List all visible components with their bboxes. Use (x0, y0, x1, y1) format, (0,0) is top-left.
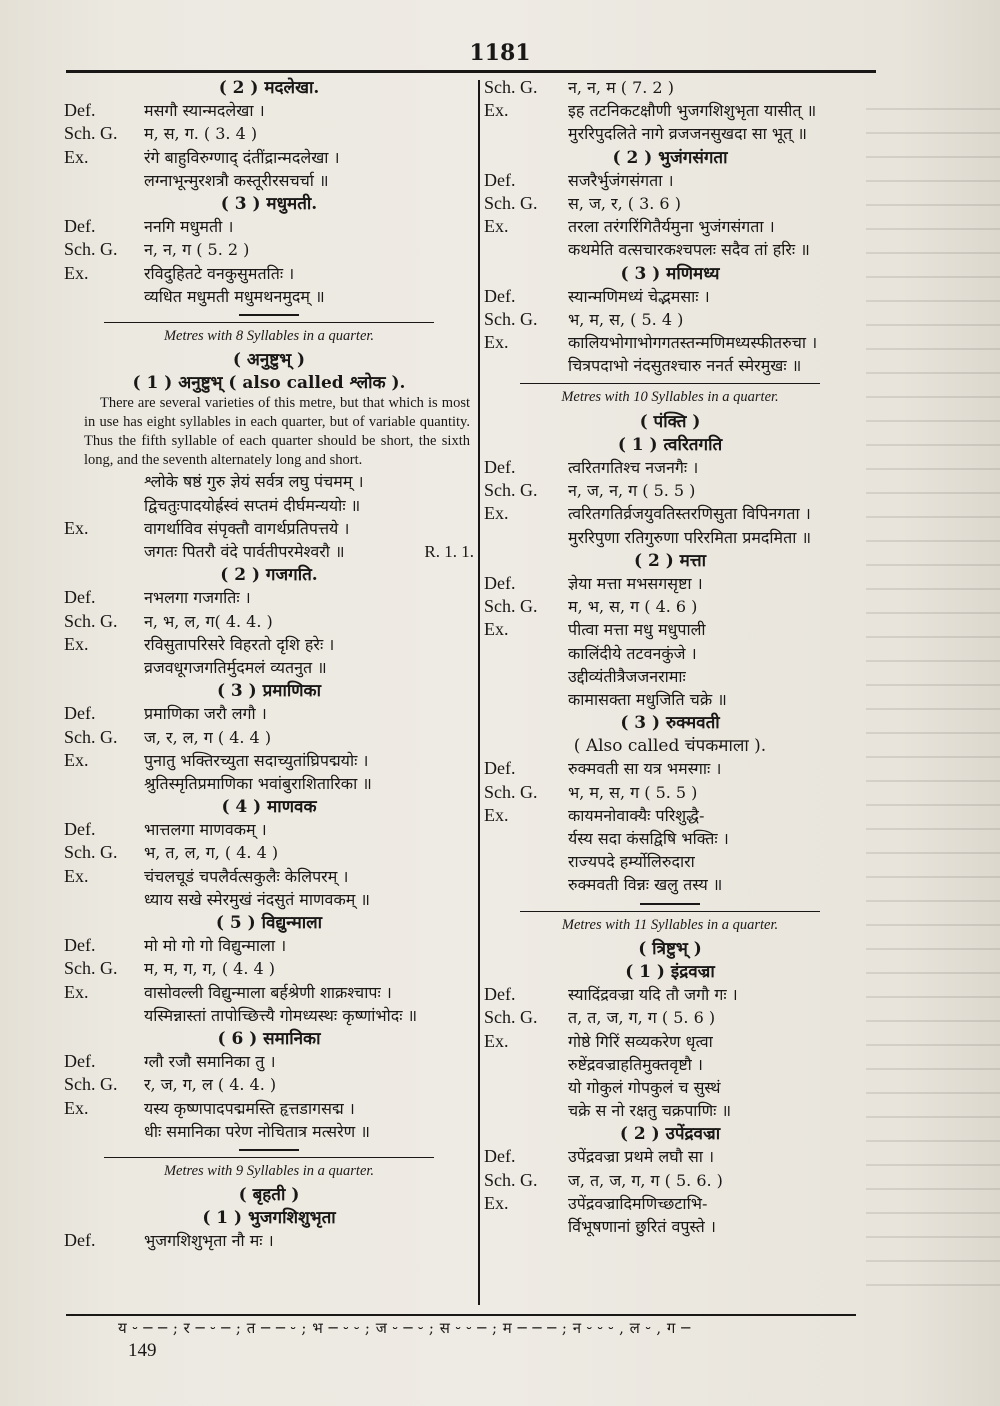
def-row: Def. रुक्मवती सा यत्र भमस्गाः । (484, 758, 722, 779)
metre-heading: ( 3 ) प्रमाणिका (216, 681, 322, 702)
metre-heading: ( 6 ) समानिका (217, 1028, 321, 1049)
example-row: Ex. गोष्ठे गिरिं सव्यकरेण धृत्वा (484, 1030, 713, 1051)
metre-heading: ( 1 ) त्वरितगति (617, 434, 723, 455)
metre-heading: ( 3 ) मणिमध्य (620, 263, 720, 284)
example-row: रुक्मवती विन्नः खलु तस्य ॥ (568, 875, 723, 895)
section-rule (239, 314, 299, 316)
example-row: Ex. रंगे बाहुविरुग्णाद् दंतींद्रान्मदलेखा । (64, 146, 340, 167)
folio-number: 149 (128, 1340, 157, 1361)
example-row: व्रजवधूगजगतिर्मुदमलं व्यतनुत ॥ (144, 657, 327, 677)
def-row: Def. मो मो गो गो विद्युन्माला । (64, 935, 287, 956)
group-heading: ( पंक्ति ) (639, 411, 701, 432)
section-caption: Metres with 10 Syllables in a quarter. (561, 389, 779, 406)
example-row: चित्रपदाभो नंदसुतश्चारु ननर्त स्मेरमुखः ॥ (568, 356, 802, 376)
section-caption: Metres with 8 Syllables in a quarter. (163, 327, 375, 344)
def-row: Def. उपेंद्रवज्रा प्रथमे लघौ सा । (484, 1146, 715, 1167)
example-row: Ex. वागर्थाविव संपृक्तौ वागर्थप्रतिपत्तये । (64, 517, 350, 538)
section-rule (520, 383, 820, 384)
example-row: Ex. वासोवल्ली विद्युन्माला बर्हश्रेणी शाक्रश्चापः । (64, 981, 392, 1002)
bottom-rule (66, 1314, 856, 1316)
metre-heading: ( 2 ) उपेंद्रवज्रा (619, 1124, 721, 1145)
example-row: मुररिपुदलिते नागे व्रजजनसुखदा सा भूत् ॥ (568, 124, 807, 144)
example-row: Ex. तरला तरंगरिंगितैर्यमुना भुजंगसंगता । (484, 216, 775, 237)
example-row: रुष्टेंद्रवज्राहतिमुक्तवृष्टौ । (568, 1054, 703, 1074)
scheme-row: Sch. G. भ, म, स, ग ( 5. 5 ) (484, 781, 698, 802)
def-row: Def. नभलगा गजगतिः । (64, 587, 251, 608)
metre-heading: ( 3 ) मधुमती. (220, 193, 318, 214)
example-row: राज्यपदे हर्म्योलिरुदारा (568, 852, 695, 872)
example-row: Ex. पुनातु भक्तिरच्युता सदाच्युतांघ्रिपद्मयोः । (64, 749, 369, 770)
example-row: यो गोकुलं गोपकुलं च सुस्थं (568, 1077, 721, 1097)
top-rule (66, 70, 876, 73)
section-rule (104, 322, 434, 323)
metre-heading: ( 2 ) मत्ता (634, 550, 706, 571)
scheme-row: Sch. G. भ, त, ल, ग, ( 4. 4 ) (64, 842, 279, 863)
alias-note: ( Also called चंपकमाला ). (573, 736, 767, 757)
scheme-row: Sch. G. त, त, ज, ग, ग ( 5. 6 ) (484, 1007, 716, 1028)
def-row: Def. प्रमाणिका जरौ लगौ । (64, 703, 267, 724)
description-paragraph: There are several varieties of this metre, but that which is most in use has eight syllables in each quarter, but of variable quantity. Thus the fifth syllable of each quarter should be short, the sixth long, and the seventh alternately long and short. (84, 395, 470, 469)
def-row: Def. भुजगशिशुभृता नौ मः । (64, 1230, 274, 1251)
metre-heading: ( 2 ) गजगति. (220, 565, 318, 586)
bleed-through-text (866, 90, 1000, 1290)
section-rule (104, 1157, 434, 1158)
left-column (64, 76, 474, 1253)
scheme-row: Sch. G. र, ज, ग, ल ( 4. 4. ) (64, 1074, 277, 1095)
scheme-row: Sch. G. भ, म, स, ( 5. 4 ) (484, 308, 684, 329)
example-row: चक्रे स नो रक्षतु चक्रपाणिः ॥ (568, 1101, 732, 1121)
citation: R. 1. 1. (424, 542, 474, 561)
example-row: व्यधित मधुमती मधुमथनमुदम् ॥ (144, 286, 325, 306)
metre-heading: ( 2 ) मदलेखा. (218, 78, 320, 98)
scheme-row: Sch. G. न, ज, न, ग ( 5. 5 ) (484, 480, 696, 501)
example-row: जगतः पितरौ वंदे पार्वतीपरमेश्वरौ ॥ R. 1. 1. (64, 540, 474, 563)
example-row: र्यस्य सदा कंसद्विषि भक्तिः । (568, 829, 729, 848)
example-row: कालिंदीये तटवनकुंजे । (568, 643, 697, 663)
def-row: Def. स्यान्मणिमध्यं चेद्भमसाः । (484, 285, 710, 306)
def-row: Def. मसगौ स्यान्मदलेखा । (64, 100, 265, 121)
example-row: Ex. इह तटनिकटक्षौणी भुजगशिशुभृता यासीत् ॥ (484, 100, 817, 121)
section-rule (520, 911, 820, 912)
section-caption: Metres with 11 Syllables in a quarter. (561, 916, 779, 933)
group-heading: ( अनुष्टुभ् ) (232, 350, 306, 371)
metre-heading: ( 2 ) भुजंगसंगता (612, 147, 728, 168)
example-row: श्रुतिस्मृतिप्रमाणिका भवांबुराशितारिका ॥ (144, 773, 372, 793)
def-row: Def. सजरैर्भुजंगसंगता । (484, 169, 674, 190)
example-row: कामासक्ता मधुजिति चक्रे ॥ (568, 689, 727, 709)
example-row: र्विभूषणानां छुरितं वपुस्ते । (568, 1217, 716, 1236)
rule-verse: द्विचतुःपादयोर्ह्रस्वं सप्तमं दीर्घमन्ययोः ॥ (144, 495, 361, 515)
scheme-row: Sch. G. ज, र, ल, ग ( 4. 4 ) (64, 726, 272, 747)
page-number: 1181 (469, 40, 531, 66)
example-row: Ex. कालियभोगाभोगगतस्तन्मणिमध्यस्फीतरुचा । (484, 332, 818, 353)
scheme-row: Sch. G. ज, त, ज, ग, ग ( 5. 6. ) (484, 1169, 723, 1190)
example-row: लग्नाभून्मुरशत्रौ कस्तूरीरसचर्चा ॥ (144, 170, 329, 190)
example-row: Ex. रविदुहितटे वनकुसुमततिः । (64, 262, 295, 283)
example-row: Ex. कायमनोवाक्यैः परिशुद्धै- (484, 804, 705, 825)
example-row: Ex. त्वरितगतिर्व्रजयुवतिस्तरणिसुता विपिनगता । (484, 503, 811, 524)
example-row: Ex. रविसुतापरिसरे विहरतो दृशि हरेः । (64, 633, 335, 654)
metre-heading: ( 1 ) भुजगशिशुभृता (202, 1208, 336, 1229)
metre-heading: ( 5 ) विद्युन्माला (215, 913, 323, 933)
scheme-row: Sch. G. म, म, ग, ग, ( 4. 4 ) (64, 958, 276, 979)
scheme-row: Sch. G. न, न, ग ( 5. 2 ) (64, 239, 250, 260)
def-row: Def. स्यादिंद्रवज्रा यदि तौ जगौ गः । (484, 984, 738, 1005)
footer-key: य ⏑ ─ ─ ; र ─ ⏑ ─ ; त ─ ─ ⏑ ; भ ─ ⏑ ⏑ ; ज ⏑ ─ ⏑ ; स ⏑ ⏑ ─ ; म ─ ─ ─ ; न ⏑ ⏑ ⏑ , ल ⏑ , ग ─ (118, 1319, 691, 1337)
example-row: Ex. यस्य कृष्णपादपद्ममस्ति हृत्तडागसद्म । (64, 1097, 355, 1118)
example-row: मुररिपुणा रतिगुरुणा परिरमिता प्रमदमिता ॥ (568, 527, 812, 547)
def-row: Def. ज्ञेया मत्ता मभसगसृष्टा । (484, 572, 703, 593)
scheme-row: Sch. G. म, स, ग. ( 3. 4 ) (64, 123, 258, 144)
example-row: Ex. चंचलचूडं चपलैर्वत्सकुलैः केलिपरम् । (64, 865, 349, 886)
scheme-row: Sch. G. म, भ, स, ग ( 4. 6 ) (484, 596, 698, 617)
column-divider (478, 80, 480, 1305)
example-row: ध्याय सखे स्मेरमुखं नंदसुतं माणवकम् ॥ (144, 889, 370, 909)
group-heading: ( त्रिष्टुभ् ) (638, 938, 702, 959)
section-rule (640, 903, 700, 905)
scheme-row: Sch. G. न, न, म ( 7. 2 ) (484, 77, 674, 97)
example-row: यस्मिन्नास्तां तापोच्छित्त्यै गोमध्यस्थः कृष्णांभोदः ॥ (144, 1005, 418, 1025)
example-row: Ex. उपेंद्रवज्रादिमणिच्छटाभि- (484, 1192, 708, 1213)
example-row: Ex. पीत्वा मत्ता मधु मधुपाली (484, 619, 706, 640)
def-row: Def. भात्तलगा माणवकम् । (64, 819, 267, 840)
section-rule (239, 1149, 299, 1151)
example-row: कथमेति वत्सचारकश्चपलः सदैव तां हरिः ॥ (568, 240, 810, 260)
right-column (484, 76, 856, 1238)
def-row: Def. ननगि मधुमती । (64, 216, 234, 237)
example-row: उद्दीव्यंतीत्रैजजनरामाः (568, 666, 686, 686)
metre-heading: ( 3 ) रुक्मवती (620, 713, 720, 734)
metre-heading: ( 1 ) इंद्रवज्रा (625, 961, 715, 982)
scheme-row: Sch. G. स, ज, र, ( 3. 6 ) (484, 192, 681, 213)
scheme-row: Sch. G. न, भ, ल, ग( 4. 4. ) (64, 610, 273, 631)
metre-heading: ( 4 ) माणवक (221, 797, 317, 818)
def-row: Def. त्वरितगतिश्च नजनगैः । (484, 457, 699, 477)
group-heading: ( बृहती ) (238, 1185, 300, 1206)
section-caption: Metres with 9 Syllables in a quarter. (163, 1162, 375, 1179)
metre-heading: ( 1 ) अनुष्टुभ् ( also called श्लोक ). (132, 373, 406, 394)
rule-verse: श्लोके षष्ठं गुरु ज्ञेयं सर्वत्र लघु पंचमम् । (144, 472, 364, 492)
example-row: धीः समानिका परेण नोचितात्र मत्सरेण ॥ (144, 1121, 370, 1141)
def-row: Def. ग्लौ रजौ समानिका तु । (64, 1051, 276, 1072)
